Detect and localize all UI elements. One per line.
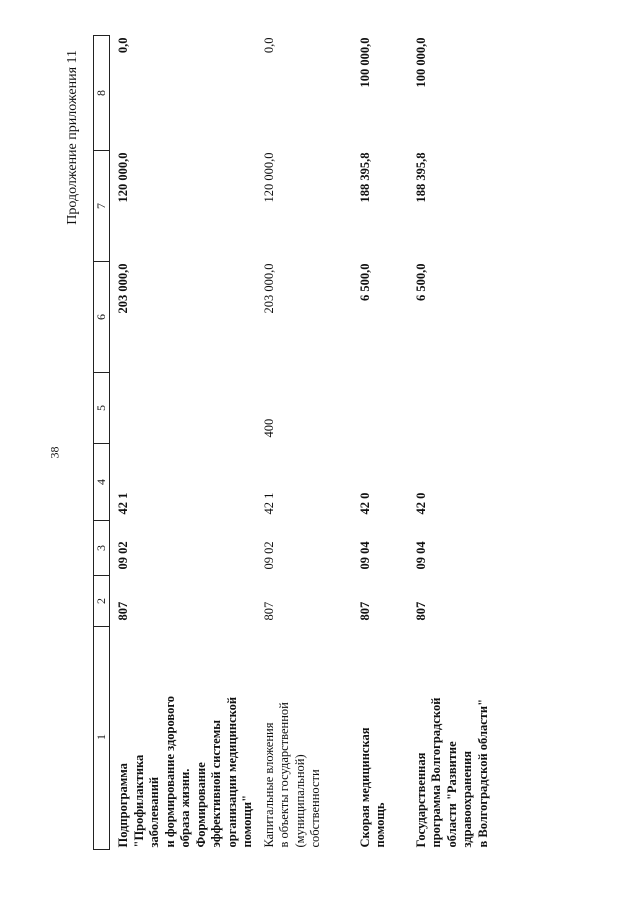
cell-expense-type xyxy=(352,373,408,444)
page-number: 38 xyxy=(47,446,62,459)
row-name: Подпрограмма "Профилактика заболеваний и формирование здорового образа жизни. Формирование эффективной системы организации медицинской помощи" xyxy=(116,696,254,848)
cell-amount-7: 188 395,8 xyxy=(357,152,372,203)
column-header: 1 xyxy=(94,627,110,850)
cell-amount-6: 6 500,0 xyxy=(357,263,372,301)
cell-amount-6: 203 000,0 xyxy=(116,263,130,314)
cell-section: 09 04 xyxy=(357,541,372,570)
cell-section: 09 02 xyxy=(116,541,130,570)
budget-table xyxy=(93,35,510,850)
cell-amount-7: 188 395,8 xyxy=(413,152,428,203)
cell-ministry: 807 xyxy=(261,601,276,621)
row-name: Скорая медицинская помощь xyxy=(357,727,387,848)
cell-section: 09 04 xyxy=(413,541,428,570)
cell-amount-7: 120 000,0 xyxy=(116,152,130,203)
table-header-row xyxy=(94,36,110,850)
cell-amount-8: 100 000,0 xyxy=(413,37,428,88)
cell-ministry: 807 xyxy=(116,601,130,621)
table-row xyxy=(256,36,352,850)
cell-ministry: 807 xyxy=(357,601,372,621)
cell-expense-type: 400 xyxy=(261,418,276,438)
cell-program: 42 0 xyxy=(413,492,428,515)
appendix-caption: Продолжение приложения 11 xyxy=(65,50,80,225)
cell-section: 09 02 xyxy=(261,541,276,570)
cell-program: 42 1 xyxy=(261,492,276,515)
cell-program: 42 0 xyxy=(357,492,372,515)
cell-expense-type xyxy=(110,373,256,444)
cell-amount-7: 120 000,0 xyxy=(261,152,276,203)
column-header: 6 xyxy=(94,262,110,373)
cell-ministry: 807 xyxy=(413,601,428,621)
table-row xyxy=(110,36,256,850)
column-header: 2 xyxy=(94,576,110,627)
column-header: 8 xyxy=(94,36,110,151)
table-row xyxy=(408,36,510,850)
cell-expense-type xyxy=(408,373,510,444)
column-header: 5 xyxy=(94,373,110,444)
cell-amount-8: 100 000,0 xyxy=(357,37,372,88)
cell-amount-8: 0,0 xyxy=(116,37,130,54)
cell-amount-6: 6 500,0 xyxy=(413,263,428,301)
row-name: Капитальные вложения в объекты государственной (муниципальной) собственности xyxy=(261,702,322,848)
column-header: 7 xyxy=(94,151,110,262)
column-header: 4 xyxy=(94,444,110,521)
cell-amount-8: 0,0 xyxy=(261,37,276,54)
cell-program: 42 1 xyxy=(116,492,130,515)
column-header: 3 xyxy=(94,521,110,576)
rotated-page-content xyxy=(65,37,583,850)
table-row xyxy=(352,36,408,850)
cell-amount-6: 203 000,0 xyxy=(261,263,276,314)
row-name: Государственная программа Волгоградской области "Развитие здравоохранения в Волгоградской области" xyxy=(413,697,490,848)
